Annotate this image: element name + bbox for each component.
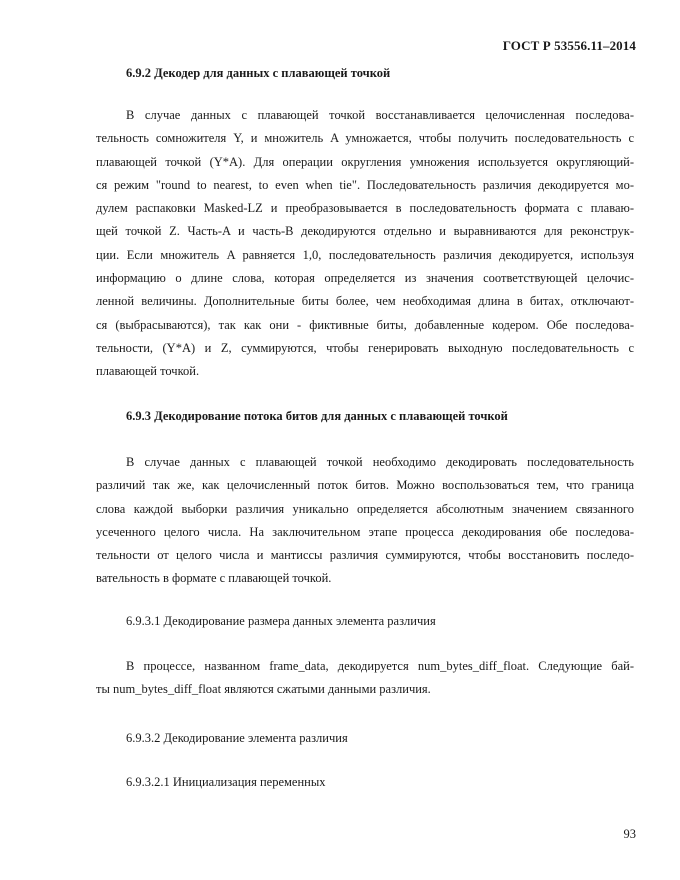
paragraph-line: ции. Если множитель A равняется 1,0, последовательность различия декодируется, используя xyxy=(96,247,634,262)
page-number: 93 xyxy=(623,827,636,841)
paragraph-line: В процессе, названном frame_data, декодируется num_bytes_diff_float. Следующие бай- xyxy=(126,659,634,673)
paragraph-line: щей точкой Z. Часть-A и часть-B декодируются отдельно и выравниваются для реконструк- xyxy=(96,224,634,239)
paragraph-line: тельности, (Y*A) и Z, суммируются, чтобы генерировать выходную последовательность с xyxy=(96,340,634,355)
section-heading-6-9-3: 6.9.3 Декодирование потока битов для данных с плавающей точкой xyxy=(126,409,508,423)
paragraph-line: дулем распаковки Masked-LZ и преобразовывается в последовательность формата с плаваю- xyxy=(96,201,634,216)
section-heading-6-9-3-2: 6.9.3.2 Декодирование элемента различия xyxy=(126,731,348,745)
paragraph-line: вательность в формате с плавающей точкой. xyxy=(96,571,332,586)
section-heading-6-9-3-1: 6.9.3.1 Декодирование размера данных элемента различия xyxy=(126,614,436,628)
paragraph-line: тельности от целого числа и мантиссы различия суммируются, чтобы восстановить последо- xyxy=(96,548,634,563)
paragraph-line: информацию о длине слова, которая определяется из значения соответствующей целочис- xyxy=(96,271,634,286)
paragraph-line: В случае данных с плавающей точкой необходимо декодировать последовательность xyxy=(126,455,634,469)
paragraph-line: плавающей точкой. xyxy=(96,364,200,379)
paragraph-line: усеченного целого числа. На заключительном этапе процесса декодирования обе последова- xyxy=(96,524,634,539)
paragraph-line: слова каждой выборки различия уникально определяется абсолютным значением связанного xyxy=(96,501,634,516)
paragraph-line: плавающей точкой (Y*A). Для операции округления умножения используется округляющий- xyxy=(96,154,634,169)
paragraph-line: различий так же, как целочисленный поток битов. Можно воспользоваться тем, что граница xyxy=(96,478,634,493)
paragraph-line: ся режим "round to nearest, to even when tie". Последовательность различия декодируется мо- xyxy=(96,177,634,192)
paragraph-6-9-2 xyxy=(96,104,634,384)
paragraph-line: ты num_bytes_diff_float являются сжатыми данными различия. xyxy=(96,682,431,697)
section-heading-6-9-2: 6.9.2 Декодер для данных с плавающей точкой xyxy=(126,66,391,80)
paragraph-6-9-3 xyxy=(96,451,634,591)
paragraph-line: ленной величины. Дополнительные биты более, чем необходимая длина в битах, отключают- xyxy=(96,294,634,309)
paragraph-line: тельность сомножителя Y, и множитель A умножается, чтобы получить последовательность с xyxy=(96,131,634,146)
document-standard-id: ГОСТ Р 53556.11–2014 xyxy=(502,38,636,53)
section-heading-6-9-3-2-1: 6.9.3.2.1 Инициализация переменных xyxy=(126,775,326,789)
paragraph-line: ся (выбрасываются), так как они - фиктивные биты, добавленные кодером. Обе последова- xyxy=(96,317,634,332)
paragraph-6-9-3-1 xyxy=(96,655,634,702)
paragraph-line: В случае данных с плавающей точкой восстанавливается целочисленная последова- xyxy=(126,108,634,122)
